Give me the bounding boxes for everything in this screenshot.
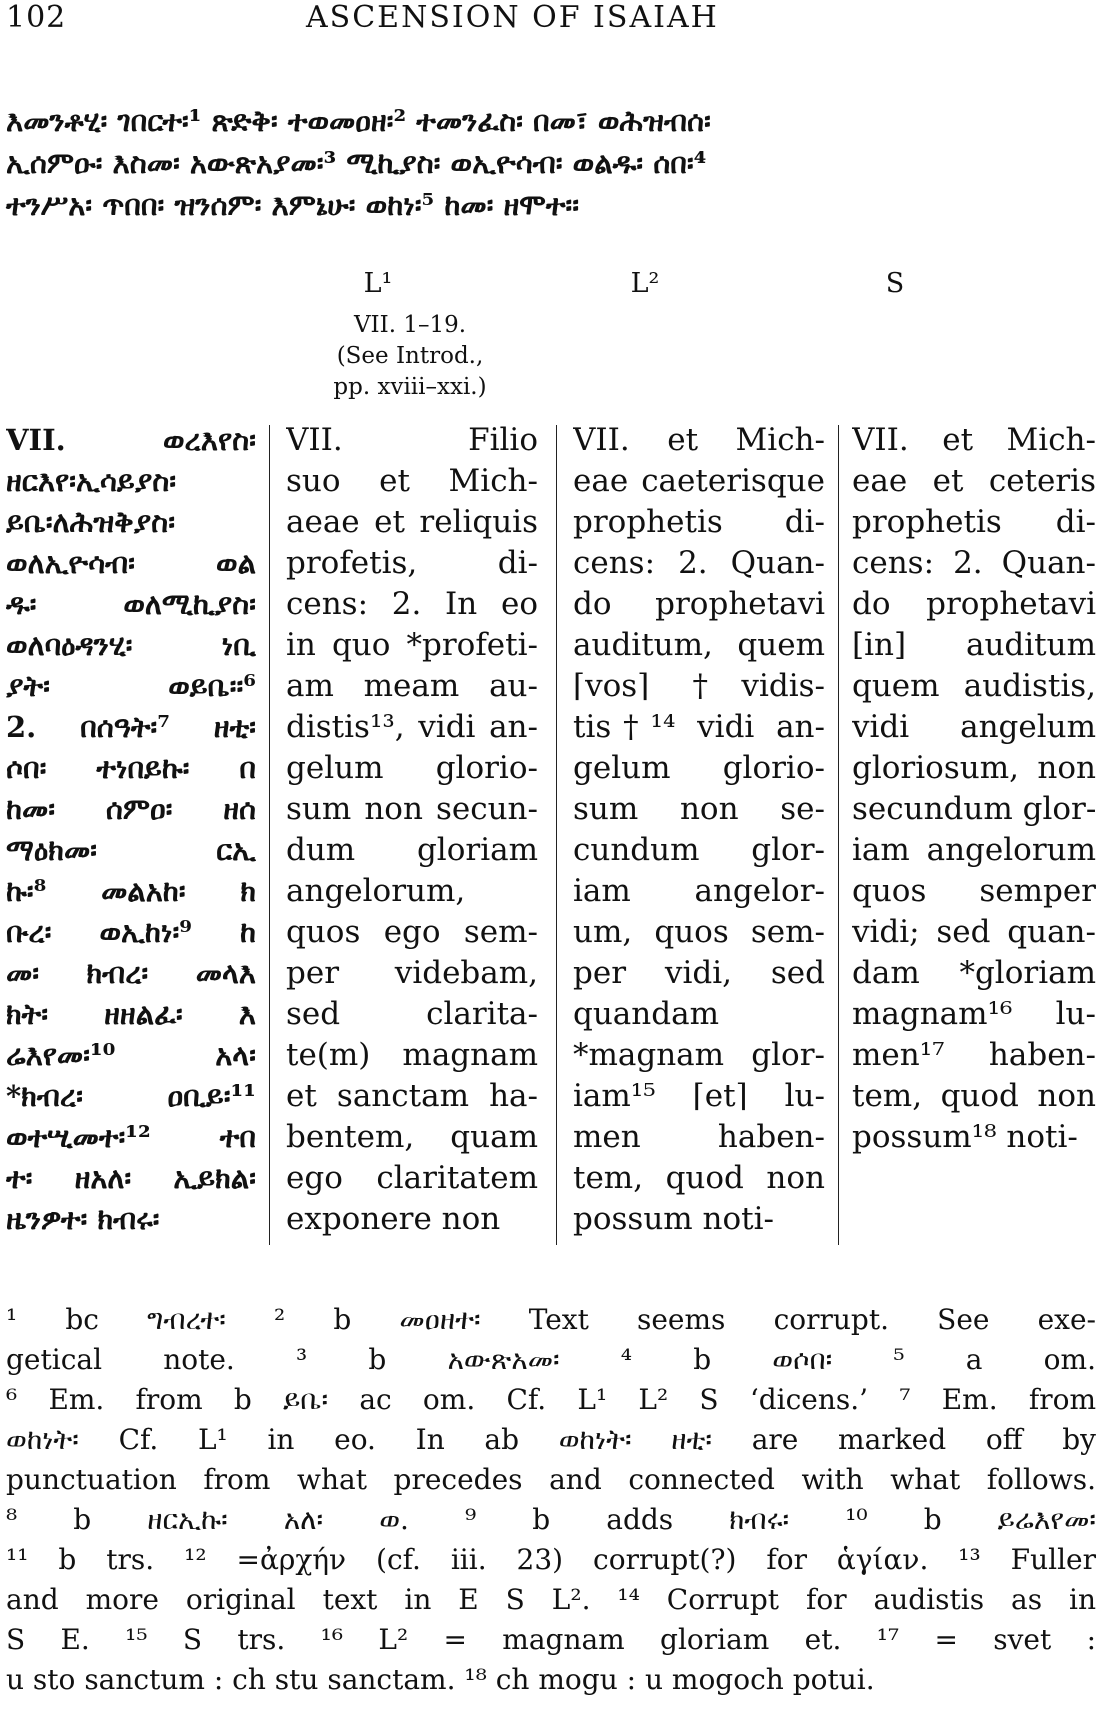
column-line: መ፡ ክብረ፡ መላእ xyxy=(6,956,256,990)
column-line: possum¹⁸ noti- xyxy=(852,1119,1078,1155)
running-header xyxy=(6,0,1096,40)
footnotes xyxy=(6,1300,1096,1700)
footnote-line: getical note. ³ b አውጽአመ፡ ⁴ b ወሶበ፡ ⁵ a om. xyxy=(6,1343,1096,1376)
ethiopic-intro-paragraph xyxy=(6,100,1096,226)
column-line: magnam¹⁶ lu- xyxy=(852,996,1096,1032)
column-line: ወለኢዮሳብ፡ ወል xyxy=(6,546,256,580)
column-line: cundum glor- xyxy=(573,832,825,868)
column-line: ወተሢመተ፡¹² ተበ xyxy=(6,1120,256,1154)
column-line: ቡረ፡ ወኢከነ፡⁹ ከ xyxy=(6,915,256,949)
intro-line: ተንሥአ፡ ጥበበ፡ ዝንሰም፡ እምኔሁ፡ ወከነ፡⁵ ከመ፡ ዘሞተ፡፡ xyxy=(6,188,580,222)
column-line: profetis, di- xyxy=(286,545,538,581)
column-line: sum non secun- xyxy=(286,791,538,827)
column-line: quos semper xyxy=(852,873,1096,909)
column-line: do prophetavi xyxy=(573,586,825,622)
column-line: et sanctam ha- xyxy=(286,1078,538,1114)
column-line: angelorum, xyxy=(286,873,466,909)
column-line: prophetis di- xyxy=(852,504,1096,540)
intro-line: ኢሰምዑ፡ እስመ፡ አውጽአያመ፡³ ሚኪያስ፡ ወኢዮሳብ፡ ወልዱ፡ ሰበ፡⁴ xyxy=(6,146,707,180)
footnote-line: ¹ bc ግብረተ፡ ² b መዐዘተ፡ Text seems corrupt. See exe- xyxy=(6,1303,1096,1336)
column-line: iam angelorum xyxy=(852,832,1096,868)
column-line: quem audistis, xyxy=(852,668,1096,704)
column-line: aeae et reliquis xyxy=(286,504,538,540)
footnote-line: S E. ¹⁵ S trs. ¹⁶ L² = magnam gloriam et. ¹⁷ = svet : xyxy=(6,1623,1096,1656)
parallel-columns xyxy=(0,420,1102,1260)
column-line: bentem, quam xyxy=(286,1119,538,1155)
subnote-line: pp. xviii–xxi.) xyxy=(333,374,487,400)
column-line: ዱ፡ ወለሚኪያስ፡ xyxy=(6,587,256,621)
column-line: distis¹³, vidi an- xyxy=(286,709,538,745)
column-line: *magnam glor- xyxy=(573,1037,825,1073)
column-line: iam angelor- xyxy=(573,873,825,909)
column-line: te(m) magnam xyxy=(286,1037,538,1073)
column-line: auditum, quem xyxy=(573,627,825,663)
column-line: tis†¹⁴ vidi an- xyxy=(573,709,825,745)
column-line: VII. et Mich- xyxy=(852,422,1096,458)
footnote-line: punctuation from what precedes and connected with what follows. xyxy=(6,1463,1096,1496)
column-line: ተ፡ ዘአለ፡ ኢይክል፡ xyxy=(6,1161,256,1195)
column-line: ሶበ፡ ተነበይኩ፡ በ xyxy=(6,751,256,785)
footnote-line: ወከነት፡ Cf. L¹ in eo. In ab ወከነት፡ ዘቲ፡ are marked off by xyxy=(6,1423,1096,1456)
intro-line: እመንቶሂ፡ ገበርተ፡¹ ጽድቅ፡ ተወመዐዘ፡² ተመንፈስ፡ በመ፣ ወሕዝብሰ፡ xyxy=(6,104,711,138)
column-rule xyxy=(556,425,557,1245)
column-line: per vidi, sed xyxy=(573,955,825,991)
column-line: VII. et Mich- xyxy=(573,422,825,458)
column-line: VII. ወረእየስ፡ xyxy=(6,423,256,457)
page-number: 102 xyxy=(6,0,67,35)
subnote-line: VII. 1–19. xyxy=(353,312,467,338)
column-line: men¹⁷ haben- xyxy=(852,1037,1096,1073)
column-line: tem, quod non xyxy=(852,1078,1096,1114)
column-line: sed clarita- xyxy=(286,996,538,1032)
s-column xyxy=(852,420,1096,1158)
column-line: ያት፡ ወይቤ፡፡⁶ xyxy=(6,669,256,703)
column-line: quandam xyxy=(573,996,719,1032)
ethiopic-column xyxy=(6,420,256,1240)
column-line: prophetis di- xyxy=(573,504,825,540)
column-line: tem, quod non xyxy=(573,1160,825,1196)
footnote-line: ⁶ Em. from b ይቤ፡ ac om. Cf. L¹ L² S ‘dicens.’ ⁷ Em. from xyxy=(6,1383,1096,1416)
l2-column xyxy=(573,420,825,1240)
column-line: cens: 2. Quan- xyxy=(852,545,1096,581)
column-line: vidi; sed quan- xyxy=(852,914,1096,950)
column-line: ማዕክመ፡ ርኢ xyxy=(6,833,256,867)
footnote-line: ⁸ b ዘርኢኩ፡ አለ፡ ወ. ⁹ b adds ክብሩ፡ ¹⁰ b ይሬእየመ፡ xyxy=(6,1503,1096,1536)
column-line: dum gloriam xyxy=(286,832,538,868)
column-header-l2: L² xyxy=(630,268,660,299)
column-line: exponere non xyxy=(286,1201,501,1237)
column-line: gelum glorio- xyxy=(573,750,825,786)
column-line: ኩ፡⁸ መልአከ፡ ክ xyxy=(6,874,256,908)
footnote-line: ¹¹ b trs. ¹² =ἀρχήν (cf. iii. 23) corrupt(?) for ἁγίαν. ¹³ Fuller xyxy=(6,1543,1096,1576)
column-line: gelum glorio- xyxy=(286,750,538,786)
column-line: ከመ፡ ሰምዐ፡ ዘሰ xyxy=(6,792,256,826)
column-line: per videbam, xyxy=(286,955,538,991)
footnote-line: u sto sanctum : ch stu sanctam. ¹⁸ ch mogu : u mogoch potui. xyxy=(6,1663,875,1696)
column-line: vidi angelum xyxy=(852,709,1096,745)
column-rule xyxy=(838,425,839,1245)
column-line: secundum glor- xyxy=(852,791,1096,827)
column-line: ሬእየመ፡¹⁰ አላ፡ xyxy=(6,1038,256,1072)
subnote-line: (See Introd., xyxy=(336,343,484,369)
column-line: VII. Filio xyxy=(286,422,538,458)
l1-subnote xyxy=(285,310,535,403)
column-line: eae et ceteris xyxy=(852,463,1096,499)
column-header-l1: L¹ xyxy=(363,268,393,299)
column-line: gloriosum, non xyxy=(852,750,1096,786)
footnote-line: and more original text in E S L². ¹⁴ Corrupt for audistis as in xyxy=(6,1583,1096,1616)
column-line: cens: 2. In eo xyxy=(286,586,538,622)
column-line: in quo *profeti- xyxy=(286,627,538,663)
column-line: ዜንዎተ፡ ክብሩ፡ xyxy=(6,1202,160,1236)
column-line: cens: 2. Quan- xyxy=(573,545,825,581)
running-title: ASCENSION OF ISAIAH xyxy=(306,0,719,35)
column-line: do prophetavi xyxy=(852,586,1096,622)
column-line: um, quos sem- xyxy=(573,914,825,950)
column-line: suo et Mich- xyxy=(286,463,538,499)
column-line: am meam au- xyxy=(286,668,538,704)
l1-column xyxy=(286,420,538,1240)
column-line: ego claritatem xyxy=(286,1160,538,1196)
column-line: [in] auditum xyxy=(852,627,1096,663)
column-line: men haben- xyxy=(573,1119,825,1155)
column-line: *ክብረ፡ ዐቢይ፡¹¹ xyxy=(6,1079,256,1113)
column-line: sum non se- xyxy=(573,791,825,827)
column-line: quos ego sem- xyxy=(286,914,538,950)
column-line: ⌈vos⌉ †vidis- xyxy=(573,668,825,704)
column-line: eae caeterisque xyxy=(573,463,825,499)
column-line: dam *gloriam xyxy=(852,955,1096,991)
column-line: ይቤ፡ለሕዝቅያስ፡ xyxy=(6,505,176,539)
column-line: possum noti- xyxy=(573,1201,775,1237)
column-line: iam¹⁵ ⌈et⌉ lu- xyxy=(573,1078,825,1114)
column-line: ክት፡ ዘዘልፈ፡ እ xyxy=(6,997,256,1031)
column-line: ወለባዕዳንሂ፡ ነቢ xyxy=(6,628,256,662)
column-line: 2. በሰዓት፡⁷ ዘቲ፡ xyxy=(6,710,256,744)
column-header-s: S xyxy=(885,268,905,299)
column-line: ዘርእየ፡ኢሳይያስ፡ xyxy=(6,464,177,498)
column-rule xyxy=(269,425,270,1245)
